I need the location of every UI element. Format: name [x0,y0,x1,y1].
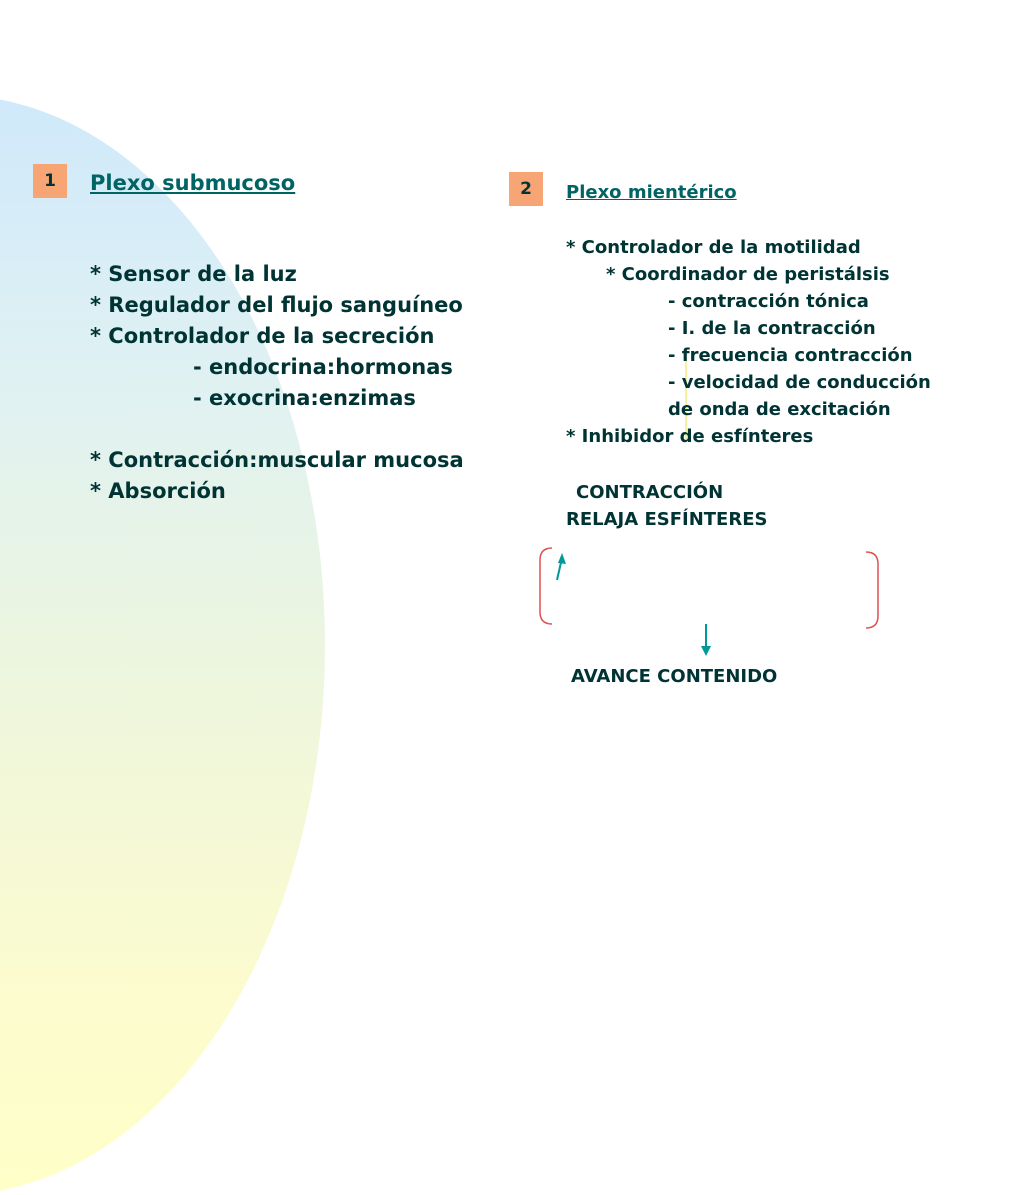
subitem-frecuencia: - frecuencia contracción [668,345,913,366]
up-arrow-icon [557,553,566,580]
subitem-exocrina: - exocrina:enzimas [193,386,416,410]
subitem-onda: de onda de excitación [668,399,891,420]
heading-plexo-mienterico: Plexo mientérico [566,182,737,203]
heading-plexo-submucoso: Plexo submucoso [90,171,296,195]
label-contraccion: CONTRACCIÓN [576,482,724,503]
badge-1: 1 [33,164,67,198]
left-bracket [540,548,552,624]
item-sensor: * Sensor de la luz [90,262,297,286]
item-contraccion: * Contracción:muscular mucosa [90,448,464,472]
item-controlador-motilidad: * Controlador de la motilidad [566,237,861,258]
subitem-velocidad: - velocidad de conducción [668,372,931,393]
subitem-intensidad: - I. de la contracción [668,318,876,339]
badge-2: 2 [509,172,543,206]
subitem-endocrina: - endocrina:hormonas [193,355,453,379]
label-relaja-esfinteres: RELAJA ESFÍNTERES [566,509,768,530]
subitem-contraccion-tonica: - contracción tónica [668,291,869,312]
down-arrow-icon [701,624,711,656]
item-absorcion: * Absorción [90,479,226,503]
right-bracket [866,552,878,628]
item-regulador: * Regulador del flujo sanguíneo [90,293,463,317]
label-avance-contenido: AVANCE CONTENIDO [571,666,778,687]
item-coordinador: * Coordinador de peristálsis [606,264,890,285]
item-inhibidor: * Inhibidor de esfínteres [566,426,814,447]
item-controlador-secrecion: * Controlador de la secreción [90,324,435,348]
